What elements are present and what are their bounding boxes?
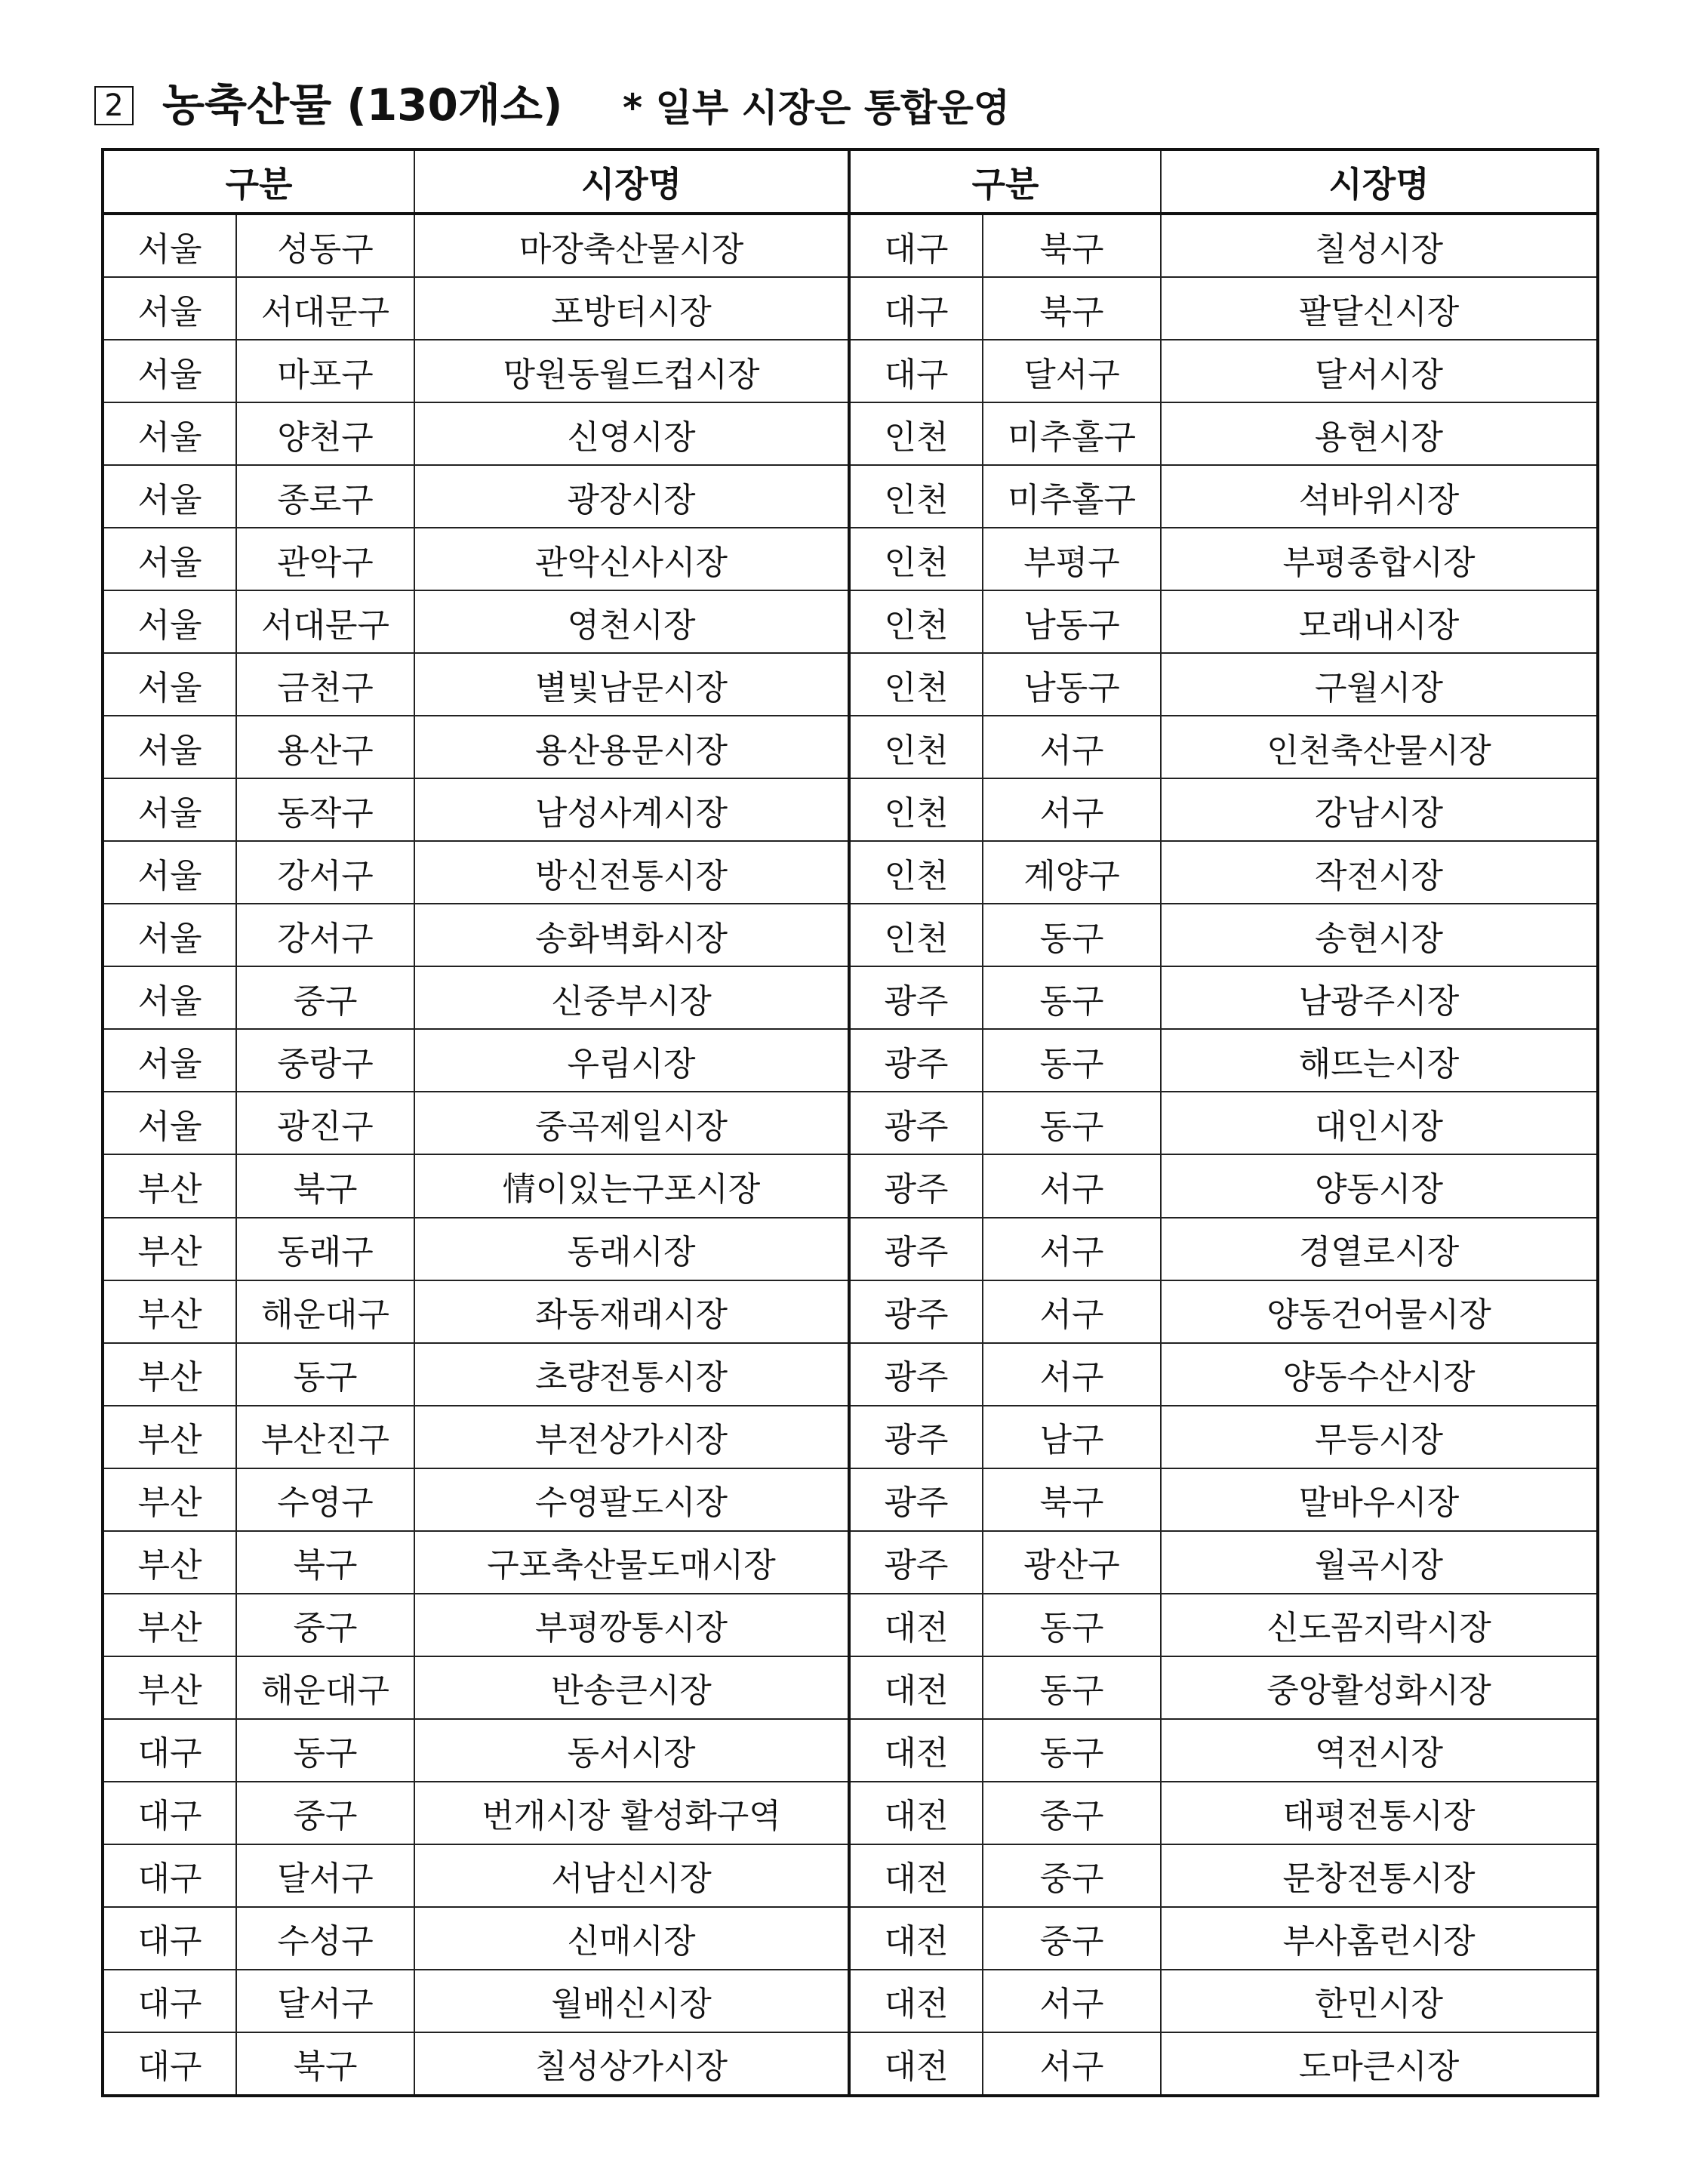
left-market-cell: 포방터시장 <box>414 277 849 340</box>
right-district-cell: 동구 <box>983 1719 1161 1782</box>
right-city-cell: 인천 <box>849 653 983 716</box>
left-city-cell: 부산 <box>103 1531 236 1594</box>
right-district-cell: 서구 <box>983 1343 1161 1406</box>
right-city-cell: 광주 <box>849 1280 983 1343</box>
table-body <box>103 214 1598 2096</box>
right-market-cell: 작전시장 <box>1161 841 1598 904</box>
right-city-cell: 인천 <box>849 402 983 465</box>
left-market-cell: 수영팔도시장 <box>414 1468 849 1531</box>
left-city-cell: 서울 <box>103 402 236 465</box>
table-row <box>103 277 1598 340</box>
right-district-cell: 동구 <box>983 966 1161 1029</box>
right-market-cell: 인천축산물시장 <box>1161 716 1598 778</box>
header-right-category: 구분 <box>849 149 1161 214</box>
left-market-cell: 마장축산물시장 <box>414 214 849 277</box>
right-district-cell: 달서구 <box>983 340 1161 402</box>
left-city-cell: 서울 <box>103 653 236 716</box>
left-market-cell: 신매시장 <box>414 1907 849 1970</box>
left-district-cell: 광진구 <box>236 1092 414 1154</box>
left-city-cell: 부산 <box>103 1343 236 1406</box>
right-city-cell: 대구 <box>849 340 983 402</box>
right-city-cell: 광주 <box>849 1531 983 1594</box>
right-district-cell: 동구 <box>983 1656 1161 1719</box>
table-row <box>103 778 1598 841</box>
left-district-cell: 해운대구 <box>236 1656 414 1719</box>
right-district-cell: 동구 <box>983 904 1161 966</box>
right-market-cell: 도마큰시장 <box>1161 2032 1598 2096</box>
table-row <box>103 1907 1598 1970</box>
left-market-cell: 송화벽화시장 <box>414 904 849 966</box>
left-market-cell: 신영시장 <box>414 402 849 465</box>
left-city-cell: 부산 <box>103 1468 236 1531</box>
left-city-cell: 서울 <box>103 277 236 340</box>
right-district-cell: 서구 <box>983 778 1161 841</box>
left-city-cell: 서울 <box>103 841 236 904</box>
left-city-cell: 대구 <box>103 1970 236 2032</box>
left-district-cell: 달서구 <box>236 1970 414 2032</box>
section-number: 2 <box>94 86 134 125</box>
right-city-cell: 광주 <box>849 1343 983 1406</box>
table-row <box>103 214 1598 277</box>
left-district-cell: 강서구 <box>236 841 414 904</box>
left-market-cell: 동서시장 <box>414 1719 849 1782</box>
left-district-cell: 동작구 <box>236 778 414 841</box>
left-city-cell: 부산 <box>103 1656 236 1719</box>
left-city-cell: 부산 <box>103 1280 236 1343</box>
table-row <box>103 966 1598 1029</box>
left-market-cell: 용산용문시장 <box>414 716 849 778</box>
right-city-cell: 대전 <box>849 2032 983 2096</box>
left-market-cell: 情이있는구포시장 <box>414 1154 849 1217</box>
table-row <box>103 465 1598 528</box>
left-market-cell: 부평깡통시장 <box>414 1594 849 1656</box>
table-header-row <box>103 149 1598 214</box>
left-city-cell: 서울 <box>103 465 236 528</box>
left-city-cell: 대구 <box>103 2032 236 2096</box>
right-market-cell: 석바위시장 <box>1161 465 1598 528</box>
left-market-cell: 좌동재래시장 <box>414 1280 849 1343</box>
right-city-cell: 대구 <box>849 277 983 340</box>
left-district-cell: 동구 <box>236 1343 414 1406</box>
section-note: * 일부 시장은 통합운영 <box>623 86 1011 130</box>
right-city-cell: 광주 <box>849 1406 983 1468</box>
right-city-cell: 인천 <box>849 904 983 966</box>
right-district-cell: 중구 <box>983 1782 1161 1844</box>
left-city-cell: 대구 <box>103 1907 236 1970</box>
right-district-cell: 미추홀구 <box>983 465 1161 528</box>
right-district-cell: 동구 <box>983 1092 1161 1154</box>
right-city-cell: 대전 <box>849 1782 983 1844</box>
left-market-cell: 관악신사시장 <box>414 528 849 590</box>
right-city-cell: 인천 <box>849 590 983 653</box>
right-district-cell: 부평구 <box>983 528 1161 590</box>
left-district-cell: 금천구 <box>236 653 414 716</box>
table-row <box>103 1343 1598 1406</box>
right-market-cell: 중앙활성화시장 <box>1161 1656 1598 1719</box>
right-district-cell: 서구 <box>983 1970 1161 2032</box>
left-market-cell: 방신전통시장 <box>414 841 849 904</box>
table-row <box>103 402 1598 465</box>
left-district-cell: 중구 <box>236 1782 414 1844</box>
table-row <box>103 2032 1598 2096</box>
right-market-cell: 해뜨는시장 <box>1161 1029 1598 1092</box>
table-row <box>103 904 1598 966</box>
left-district-cell: 마포구 <box>236 340 414 402</box>
left-market-cell: 월배신시장 <box>414 1970 849 2032</box>
right-city-cell: 대전 <box>849 1970 983 2032</box>
right-market-cell: 문창전통시장 <box>1161 1844 1598 1907</box>
left-district-cell: 동래구 <box>236 1218 414 1280</box>
table-row <box>103 1468 1598 1531</box>
table-row <box>103 1656 1598 1719</box>
left-district-cell: 종로구 <box>236 465 414 528</box>
left-city-cell: 대구 <box>103 1844 236 1907</box>
left-city-cell: 서울 <box>103 214 236 277</box>
left-district-cell: 동구 <box>236 1719 414 1782</box>
market-table <box>101 148 1599 2097</box>
left-city-cell: 서울 <box>103 340 236 402</box>
header-left-category: 구분 <box>103 149 414 214</box>
left-market-cell: 구포축산물도매시장 <box>414 1531 849 1594</box>
right-city-cell: 인천 <box>849 716 983 778</box>
right-city-cell: 대전 <box>849 1844 983 1907</box>
left-city-cell: 서울 <box>103 904 236 966</box>
left-market-cell: 동래시장 <box>414 1218 849 1280</box>
left-market-cell: 중곡제일시장 <box>414 1092 849 1154</box>
table-row <box>103 340 1598 402</box>
right-market-cell: 모래내시장 <box>1161 590 1598 653</box>
right-city-cell: 광주 <box>849 1218 983 1280</box>
table-row <box>103 1844 1598 1907</box>
left-city-cell: 부산 <box>103 1406 236 1468</box>
right-district-cell: 중구 <box>983 1907 1161 1970</box>
table-row <box>103 1406 1598 1468</box>
left-district-cell: 강서구 <box>236 904 414 966</box>
left-market-cell: 우림시장 <box>414 1029 849 1092</box>
left-district-cell: 관악구 <box>236 528 414 590</box>
left-district-cell: 부산진구 <box>236 1406 414 1468</box>
table-row <box>103 1531 1598 1594</box>
right-city-cell: 광주 <box>849 1154 983 1217</box>
right-city-cell: 광주 <box>849 966 983 1029</box>
right-market-cell: 말바우시장 <box>1161 1468 1598 1531</box>
right-district-cell: 북구 <box>983 214 1161 277</box>
right-market-cell: 달서시장 <box>1161 340 1598 402</box>
right-market-cell: 양동건어물시장 <box>1161 1280 1598 1343</box>
right-market-cell: 부사홈런시장 <box>1161 1907 1598 1970</box>
right-market-cell: 양동시장 <box>1161 1154 1598 1217</box>
table-row <box>103 1782 1598 1844</box>
right-market-cell: 태평전통시장 <box>1161 1782 1598 1844</box>
left-market-cell: 서남신시장 <box>414 1844 849 1907</box>
right-district-cell: 서구 <box>983 716 1161 778</box>
right-market-cell: 용현시장 <box>1161 402 1598 465</box>
table-row <box>103 1029 1598 1092</box>
right-market-cell: 신도꼼지락시장 <box>1161 1594 1598 1656</box>
header-right-market: 시장명 <box>1161 149 1598 214</box>
left-district-cell: 북구 <box>236 1154 414 1217</box>
left-district-cell: 용산구 <box>236 716 414 778</box>
right-city-cell: 광주 <box>849 1092 983 1154</box>
left-district-cell: 서대문구 <box>236 277 414 340</box>
right-market-cell: 월곡시장 <box>1161 1531 1598 1594</box>
left-district-cell: 서대문구 <box>236 590 414 653</box>
right-market-cell: 무등시장 <box>1161 1406 1598 1468</box>
left-city-cell: 부산 <box>103 1218 236 1280</box>
left-district-cell: 해운대구 <box>236 1280 414 1343</box>
right-district-cell: 서구 <box>983 2032 1161 2096</box>
right-market-cell: 부평종합시장 <box>1161 528 1598 590</box>
left-city-cell: 서울 <box>103 966 236 1029</box>
left-district-cell: 양천구 <box>236 402 414 465</box>
left-city-cell: 대구 <box>103 1782 236 1844</box>
left-district-cell: 북구 <box>236 1531 414 1594</box>
left-city-cell: 서울 <box>103 590 236 653</box>
right-city-cell: 대구 <box>849 214 983 277</box>
right-district-cell: 남동구 <box>983 653 1161 716</box>
table-row <box>103 1218 1598 1280</box>
left-district-cell: 수성구 <box>236 1907 414 1970</box>
right-market-cell: 역전시장 <box>1161 1719 1598 1782</box>
left-district-cell: 북구 <box>236 2032 414 2096</box>
right-market-cell: 한민시장 <box>1161 1970 1598 2032</box>
left-city-cell: 서울 <box>103 528 236 590</box>
table-row <box>103 653 1598 716</box>
left-city-cell: 서울 <box>103 716 236 778</box>
left-district-cell: 중구 <box>236 1594 414 1656</box>
table-row <box>103 1154 1598 1217</box>
left-city-cell: 부산 <box>103 1594 236 1656</box>
table-row <box>103 1970 1598 2032</box>
right-city-cell: 인천 <box>849 778 983 841</box>
right-city-cell: 광주 <box>849 1029 983 1092</box>
right-city-cell: 인천 <box>849 528 983 590</box>
left-district-cell: 수영구 <box>236 1468 414 1531</box>
left-city-cell: 서울 <box>103 778 236 841</box>
right-district-cell: 서구 <box>983 1280 1161 1343</box>
table-row <box>103 716 1598 778</box>
table-row <box>103 841 1598 904</box>
left-city-cell: 부산 <box>103 1154 236 1217</box>
right-market-cell: 강남시장 <box>1161 778 1598 841</box>
right-district-cell: 남구 <box>983 1406 1161 1468</box>
right-market-cell: 송현시장 <box>1161 904 1598 966</box>
section-title: 농축산물 (130개소) <box>162 79 563 131</box>
right-market-cell: 경열로시장 <box>1161 1218 1598 1280</box>
table-row <box>103 1594 1598 1656</box>
right-district-cell: 광산구 <box>983 1531 1161 1594</box>
right-district-cell: 북구 <box>983 1468 1161 1531</box>
left-market-cell: 망원동월드컵시장 <box>414 340 849 402</box>
right-district-cell: 미추홀구 <box>983 402 1161 465</box>
right-district-cell: 서구 <box>983 1154 1161 1217</box>
right-market-cell: 구월시장 <box>1161 653 1598 716</box>
table-row <box>103 528 1598 590</box>
left-market-cell: 부전상가시장 <box>414 1406 849 1468</box>
right-city-cell: 인천 <box>849 465 983 528</box>
left-market-cell: 반송큰시장 <box>414 1656 849 1719</box>
right-market-cell: 양동수산시장 <box>1161 1343 1598 1406</box>
left-market-cell: 남성사계시장 <box>414 778 849 841</box>
left-district-cell: 성동구 <box>236 214 414 277</box>
header-left-market: 시장명 <box>414 149 849 214</box>
right-market-cell: 대인시장 <box>1161 1092 1598 1154</box>
right-city-cell: 인천 <box>849 841 983 904</box>
left-market-cell: 칠성상가시장 <box>414 2032 849 2096</box>
table-row <box>103 1280 1598 1343</box>
right-city-cell: 광주 <box>849 1468 983 1531</box>
left-district-cell: 중구 <box>236 966 414 1029</box>
left-market-cell: 초량전통시장 <box>414 1343 849 1406</box>
right-city-cell: 대전 <box>849 1594 983 1656</box>
table-row <box>103 1092 1598 1154</box>
right-city-cell: 대전 <box>849 1719 983 1782</box>
left-market-cell: 신중부시장 <box>414 966 849 1029</box>
right-district-cell: 계양구 <box>983 841 1161 904</box>
left-city-cell: 서울 <box>103 1029 236 1092</box>
right-district-cell: 북구 <box>983 277 1161 340</box>
right-district-cell: 남동구 <box>983 590 1161 653</box>
right-city-cell: 대전 <box>849 1656 983 1719</box>
left-district-cell: 달서구 <box>236 1844 414 1907</box>
left-district-cell: 중랑구 <box>236 1029 414 1092</box>
left-market-cell: 별빛남문시장 <box>414 653 849 716</box>
right-district-cell: 서구 <box>983 1218 1161 1280</box>
left-city-cell: 서울 <box>103 1092 236 1154</box>
right-district-cell: 동구 <box>983 1029 1161 1092</box>
right-market-cell: 남광주시장 <box>1161 966 1598 1029</box>
left-market-cell: 번개시장 활성화구역 <box>414 1782 849 1844</box>
right-district-cell: 중구 <box>983 1844 1161 1907</box>
right-market-cell: 칠성시장 <box>1161 214 1598 277</box>
table-row <box>103 590 1598 653</box>
table-row <box>103 1719 1598 1782</box>
right-district-cell: 동구 <box>983 1594 1161 1656</box>
right-market-cell: 팔달신시장 <box>1161 277 1598 340</box>
left-city-cell: 대구 <box>103 1719 236 1782</box>
right-city-cell: 대전 <box>849 1907 983 1970</box>
left-market-cell: 영천시장 <box>414 590 849 653</box>
left-market-cell: 광장시장 <box>414 465 849 528</box>
